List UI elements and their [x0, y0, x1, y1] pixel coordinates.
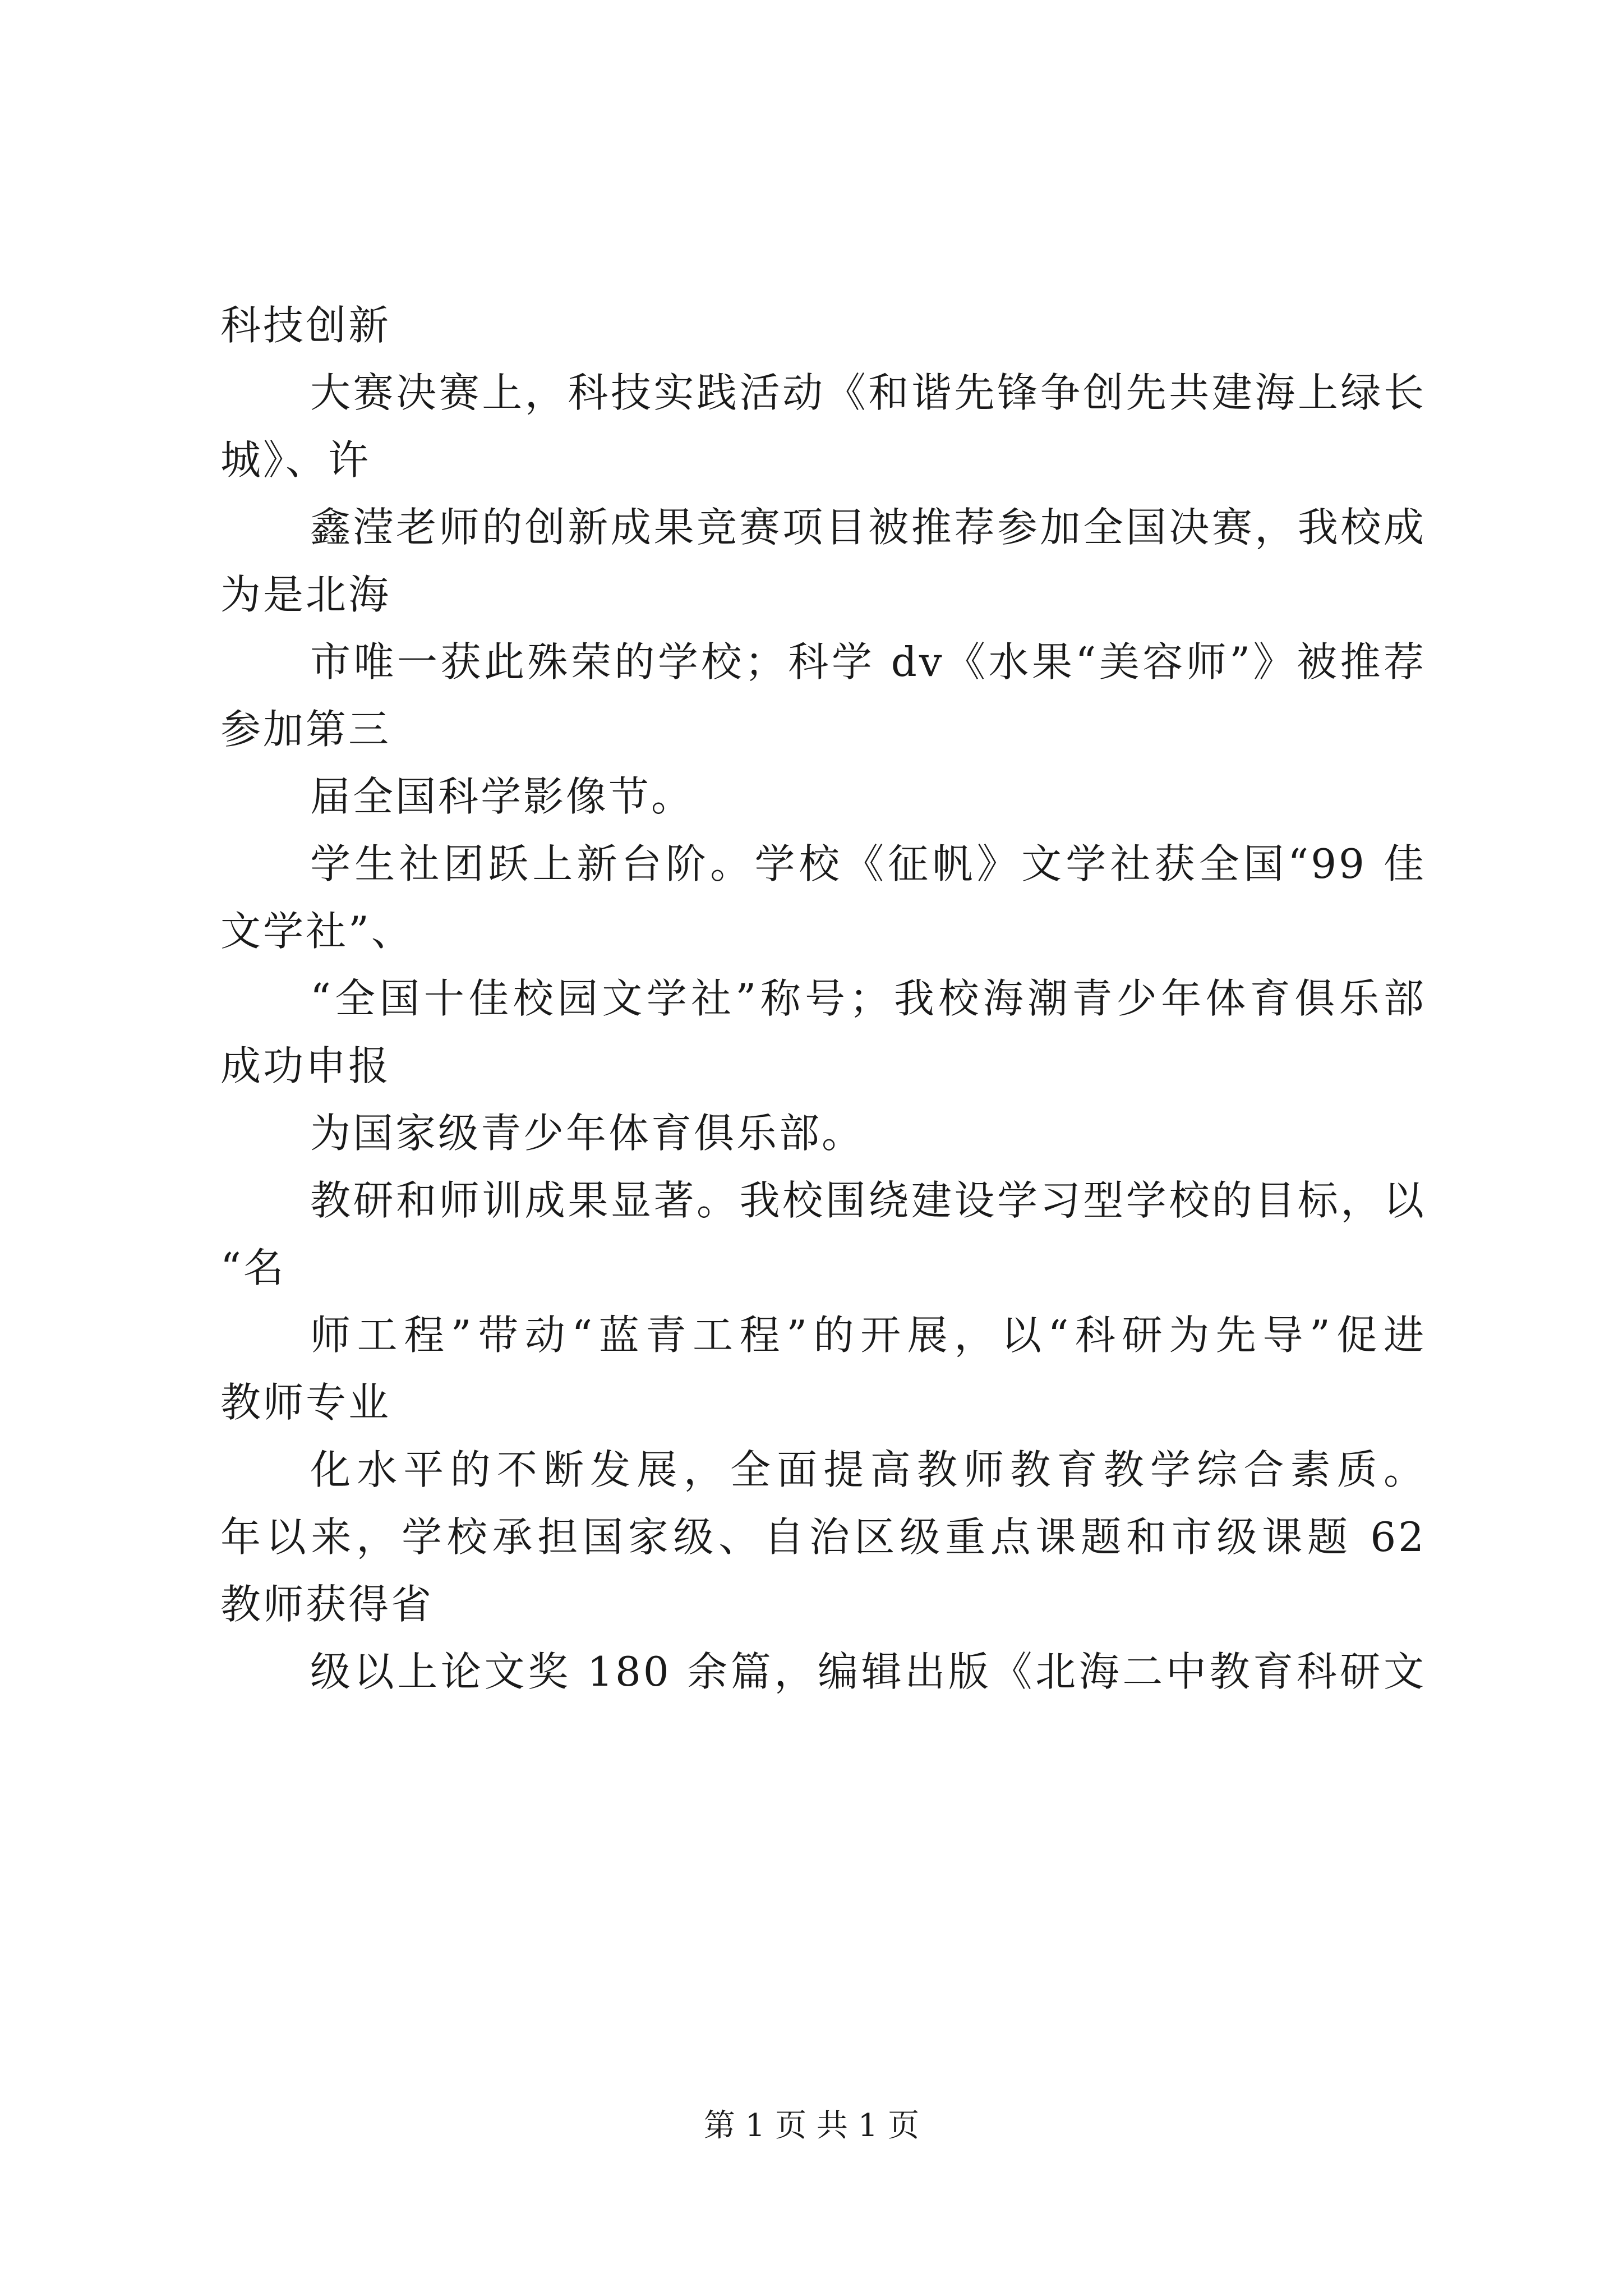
text-line: 级以上论文奖 180 余篇，编辑出版《北海二中教育科研文 [310, 1648, 1426, 1695]
document-body [220, 292, 1426, 1705]
text-line: 教研和师训成果显著。我校围绕建设学习型学校的目标，以 [310, 1177, 1426, 1224]
text-line: 科技创新 [220, 302, 391, 349]
text-line: 成功申报 [220, 1042, 391, 1089]
text-line: 城》、许 [220, 436, 371, 484]
text-line: 鑫滢老师的创新成果竞赛项目被推荐参加全国决赛，我校成 [310, 504, 1426, 551]
text-line: 文学社”、 [220, 908, 414, 955]
text-line: “名 [220, 1244, 286, 1291]
text-line: 师工程”带动“蓝青工程”的开展，以“科研为先导”促进 [310, 1312, 1426, 1359]
text-line: 大赛决赛上，科技实践活动《和谐先锋争创先共建海上绿长 [310, 369, 1426, 416]
text-line: 届全国科学影像节。 [310, 773, 694, 820]
text-line: 为国家级青少年体育俱乐部。 [310, 1110, 865, 1157]
text-line: 为是北海 [220, 571, 391, 618]
text-line: 年以来，学校承担国家级、自治区级重点课题和市级课题 62 [220, 1513, 1426, 1561]
text-line: 教师获得省 [220, 1581, 434, 1628]
text-line: 市唯一获此殊荣的学校；科学 dv《水果“美容师”》被推荐 [310, 638, 1426, 685]
text-line: 教师专业 [220, 1379, 391, 1426]
page-number-footer: 第 1 页 共 1 页 [703, 2108, 920, 2144]
text-line: “全国十佳校园文学社”称号；我校海潮青少年体育俱乐部 [310, 975, 1426, 1022]
text-line: 学生社团跃上新台阶。学校《征帆》文学社获全国“99 佳 [310, 840, 1426, 887]
text-line: 参加第三 [220, 706, 391, 753]
text-line: 化水平的不断发展，全面提高教师教育教学综合素质。 [310, 1446, 1426, 1493]
